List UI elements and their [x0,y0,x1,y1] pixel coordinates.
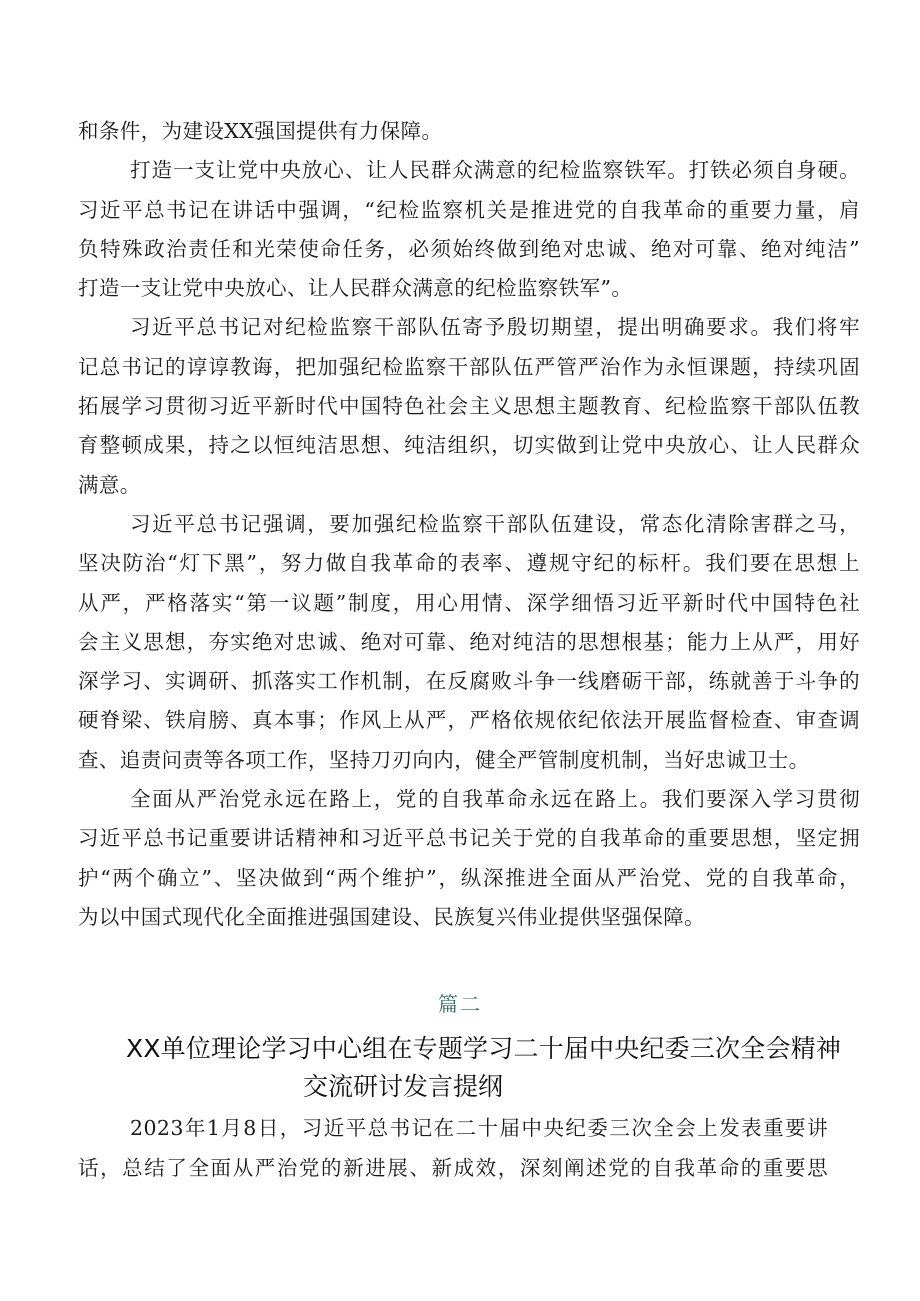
text-line: 话，总结了全面从严治党的新进展、新成效，深刻阐述党的自我革命的重要思 [78,1156,828,1180]
text-line: 深学习、实调研、抓落实工作机制，在反腐败斗争一线磨砺干部，练就善于斗争的 [78,669,860,694]
text-line: 习近平总书记重要讲话精神和习近平总书记关于党的自我革命的重要思想，坚定拥 [78,826,860,851]
text-line: 打造一支让党中央放心、让人民群众满意的纪检监察铁军”。 [78,276,633,301]
text-line: 2023年1月8日，习近平总书记在二十届中央纪委三次全会上发表重要讲 [130,1116,828,1140]
paragraph [78,151,860,308]
text-line: 会主义思想，夯实绝对忠诚、绝对可靠、绝对纯洁的思想根基；能力上从严，用好 [78,629,860,654]
paragraph [78,308,860,504]
section-label: 篇二 [438,992,482,1016]
text-line: 育整顿成果，持之以恒纯洁思想、纯洁组织，切实做到让党中央放心、让人民群众 [78,433,860,458]
title-line-2: 交流研讨发言提纲 [303,1072,504,1101]
paragraph [78,505,860,780]
title-line-1: XX单位理论学习中心组在专题学习二十届中央纪委三次全会精神 [126,1034,842,1063]
text-line: 坚决防治“灯下黑”，努力做自我革命的表率、遵规守纪的标杆。我们要在思想上 [78,551,860,576]
text-line: 拓展学习贯彻习近平新时代中国特色社会主义思想主题教育、纪检监察干部队伍教 [78,394,860,419]
paragraph [78,1108,828,1188]
text-line: 和条件，为建设XX强国提供有力保障。 [78,119,443,143]
paragraph [78,780,860,937]
paragraph [78,112,860,151]
document-body [78,112,860,937]
text-line: 打造一支让党中央放心、让人民群众满意的纪检监察铁军。打铁必须自身硬。 [130,158,860,183]
text-line: 硬脊梁、铁肩膀、真本事；作风上从严，严格依规依纪依法开展监督检查、审查调 [78,708,860,733]
text-line: 满意。 [78,472,141,497]
text-line: 查、追责问责等各项工作，坚持刀刃向内，健全严管制度机制，当好忠诚卫士。 [78,747,810,772]
text-line: 习近平总书记在讲话中强调，“纪检监察机关是推进党的自我革命的重要力量，肩 [78,197,860,222]
text-line: 为以中国式现代化全面推进强国建设、民族复兴伟业提供坚强保障。 [78,904,705,929]
text-line: 习近平总书记对纪检监察干部队伍寄予殷切期望，提出明确要求。我们将牢 [130,315,860,340]
text-line: 习近平总书记强调，要加强纪检监察干部队伍建设，常态化清除害群之马， [130,511,860,536]
text-line: 全面从严治党永远在路上，党的自我革命永远在路上。我们要深入学习贯彻 [130,787,860,812]
text-line: 从严，严格落实“第一议题”制度，用心用情、深学细悟习近平新时代中国特色社 [78,590,860,615]
text-line: 记总书记的谆谆教诲，把加强纪检监察干部队伍严管严治作为永恒课题，持续巩固 [78,354,860,379]
text-line: 护“两个确立”、坚决做到“两个维护”，纵深推进全面从严治党、党的自我革命， [78,865,860,890]
text-line: 负特殊政治责任和光荣使命任务，必须始终做到绝对忠诚、绝对可靠、绝对纯洁” [78,236,860,261]
